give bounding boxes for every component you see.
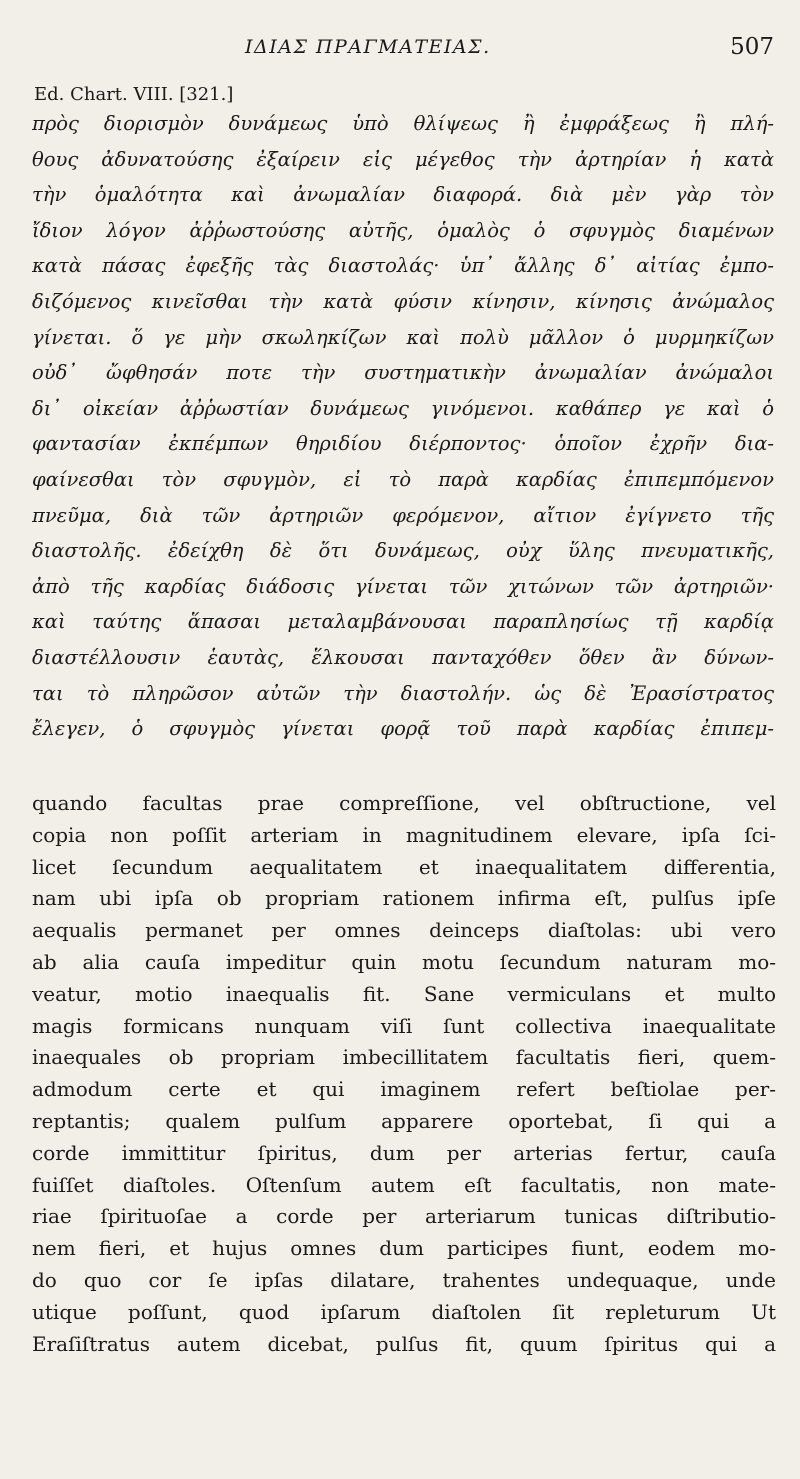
greek-text-line: δι᾽ οἰκείαν ἀῤῥωστίαν δυνάμεως γινόμενοι. καθάπερ γε καὶ ὁ [32,396,774,420]
greek-text-line: οὐδ᾽ ὤφθησάν ποτε τὴν συστηματικὴν ἀνωμαλίαν ἀνώμαλοι [32,361,774,385]
running-title: ΙΔΙΑΣ ΠΡΑΓΜΑΤΕΙΑΣ. [245,36,491,58]
greek-text-line: κατὰ πάσας ἐφεξῆς τὰς διαστολάς· ὑπ᾽ ἄλλης δ᾽ αἰτίας ἐμπο- [32,254,774,278]
latin-text-line: do quo cor ſe ipſas dilatare, trahentes undequaque, unde [32,1267,776,1292]
greek-text-line: ἔλεγεν, ὁ σφυγμὸς γίνεται φορᾷ τοῦ παρὰ καρδίας ἐπιπεμ- [32,717,774,741]
latin-text-line: Eraſiſtratus autem dicebat, pulſus fit, quum ſpiritus qui a [32,1331,776,1356]
latin-text-line: ab alia cauſa impeditur quin motu ſecundum naturam mo- [32,949,776,974]
greek-text-line: πρὸς διορισμὸν δυνάμεως ὑπὸ θλίψεως ἢ ἐμφράξεως ἢ πλή- [32,112,774,135]
latin-text-line: licet ſecundum aequalitatem et inaequalitatem differentia, [32,854,776,879]
latin-text-line: admodum certe et qui imaginem refert beſtiolae per- [32,1077,776,1102]
latin-text-block [32,788,776,1360]
greek-text-line: ἴδιον λόγον ἀῤῥωστούσης αὐτῆς, ὁμαλὸς ὁ σφυγμὸς διαμένων [32,218,774,242]
latin-text-line: copia non poſſit arteriam in magnitudinem elevare, ipſa ſci- [32,822,776,847]
greek-text-line: γίνεται. ὅ γε μὴν σκωληκίζων καὶ πολὺ μᾶλλον ὁ μυρμηκίζων [32,325,774,349]
latin-text-line: inaequales ob propriam imbecillitatem facultatis fieri, quem- [32,1045,776,1070]
latin-text-line: veatur, motio inaequalis fit. Sane vermiculans et multo [32,981,776,1006]
greek-text-line: πνεῦμα, διὰ τῶν ἀρτηριῶν φερόμενον, αἴτιον ἐγίγνετο τῆς [32,503,774,527]
latin-text-line: riae ſpirituoſae a corde per arteriarum tunicas diſtributio- [32,1204,776,1229]
greek-text-line: φαίνεσθαι τὸν σφυγμὸν, εἰ τὸ παρὰ καρδίας ἐπιπεμπόμενον [32,467,774,491]
latin-text-line: nem fieri, et hujus omnes dum participes fiunt, eodem mo- [32,1236,776,1261]
greek-text-line: διαστέλλουσιν ἑαυτὰς, ἕλκουσαι πανταχόθεν ὅθεν ἂν δύνων- [32,645,774,669]
edition-reference: Ed. Chart. VIII. [321.] [34,84,234,105]
latin-text-line: nam ubi ipſa ob propriam rationem infirma eſt, pulſus ipſe [32,886,776,911]
latin-text-line: utique poſſunt, quod ipſarum diaſtolen ſit repleturum Ut [32,1299,776,1324]
greek-text-line: φαντασίαν ἐκπέμπων θηριδίου διέρποντος· ὁποῖον ἐχρῆν δια- [32,432,774,456]
greek-text-line: καὶ ταύτης ἅπασαι μεταλαμβάνουσαι παραπλησίως τῇ καρδίᾳ [32,610,774,634]
greek-text-block [32,106,774,747]
latin-text-line: aequalis permanet per omnes deinceps diaſtolas: ubi vero [32,918,776,943]
greek-text-line: ται τὸ πληρῶσον αὐτῶν τὴν διαστολήν. ὡς δὲ Ἐρασίστρατος [32,681,774,705]
running-head [0,34,800,64]
latin-text-line: fuiſſet diaſtoles. Oſtenſum autem eſt facultatis, non mate- [32,1172,776,1197]
latin-text-line: magis formicans nunquam viſi ſunt collectiva inaequalitate [32,1013,776,1038]
latin-text-line: reptantis; qualem pulſum apparere oportebat, ſi qui a [32,1108,776,1133]
page-number: 507 [730,34,774,60]
greek-text-line: ἀπὸ τῆς καρδίας διάδοσις γίνεται τῶν χιτώνων τῶν ἀρτηριῶν· [32,574,774,598]
greek-text-line: τὴν ὁμαλότητα καὶ ἀνωμαλίαν διαφορά. διὰ μὲν γὰρ τὸν [32,183,774,207]
greek-text-line: θους ἀδυνατούσης ἐξαίρειν εἰς μέγεθος τὴν ἀρτηρίαν ἡ κατὰ [32,147,774,171]
greek-text-line: διζόμενος κινεῖσθαι τὴν κατὰ φύσιν κίνησιν, κίνησις ἀνώμαλος [32,289,774,313]
latin-text-line: corde immittitur ſpiritus, dum per arterias fertur, cauſa [32,1140,776,1165]
greek-text-line: διαστολῆς. ἐδείχθη δὲ ὅτι δυνάμεως, οὐχ ὕλης πνευματικῆς, [32,539,774,563]
latin-text-line: quando facultas prae compreſſione, vel obſtructione, vel [32,791,776,815]
